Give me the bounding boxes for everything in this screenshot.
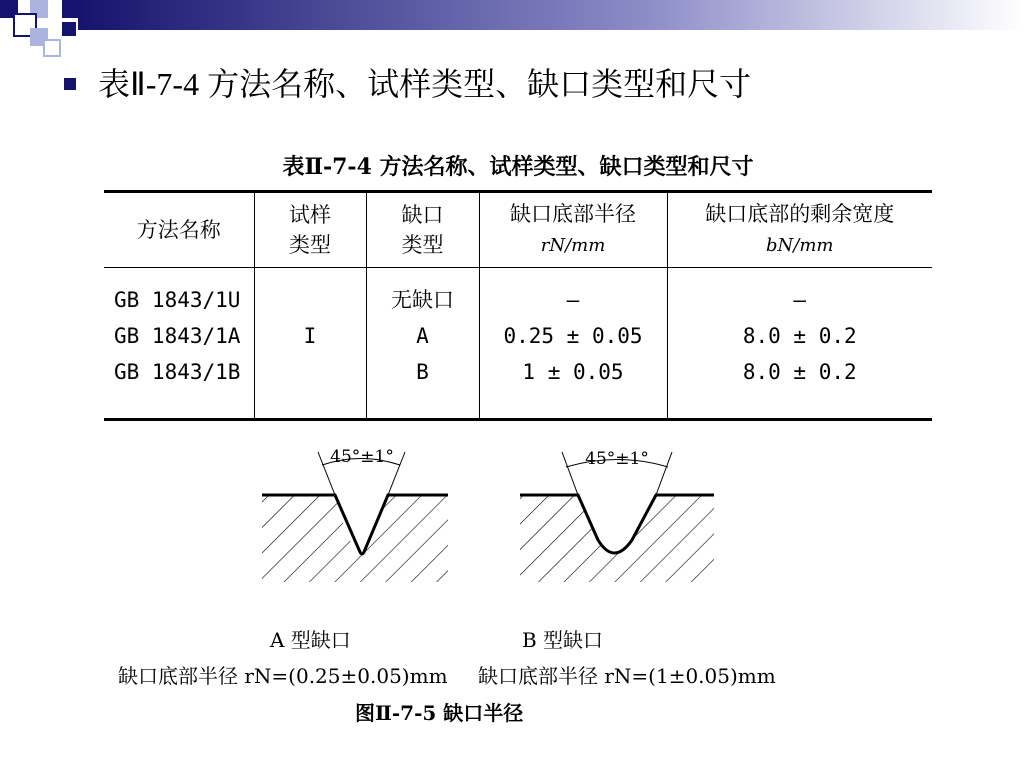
notch-value: B <box>416 360 429 384</box>
header-radius: 缺口底部半径 rN/mm <box>479 192 667 268</box>
notch-b-diagram <box>516 449 716 584</box>
radius-value: 0.25 ± 0.05 <box>503 324 643 348</box>
header-width: 缺口底部的剩余宽度 bN/mm <box>667 192 932 268</box>
figure-caption: 图Ⅱ-7-5 缺口半径 <box>355 701 524 725</box>
header-specimen: 试样 类型 <box>254 192 366 268</box>
notch-value: A <box>416 324 429 348</box>
width-value: 8.0 ± 0.2 <box>742 360 857 384</box>
angle-a-label: 45°±1° <box>330 447 394 467</box>
slide-title-text: 表Ⅱ-7-4 方法名称、试样类型、缺口类型和尺寸 <box>98 66 752 102</box>
notch-a-diagram <box>256 447 450 584</box>
radius-value: 1 ± 0.05 <box>522 360 624 384</box>
method-value: GB 1843/1U <box>114 288 241 312</box>
width-value: — <box>793 288 807 312</box>
notch-b-radius-note: 缺口底部半径 rN=(1±0.05)mm <box>478 664 776 688</box>
notch-a-label: A 型缺口 <box>270 628 351 652</box>
notch-value: 无缺口 <box>391 288 454 312</box>
radius-value: — <box>566 288 580 312</box>
notch-b-label: B 型缺口 <box>522 628 604 652</box>
width-value: 8.0 ± 0.2 <box>742 324 857 348</box>
notch-a-radius-note: 缺口底部半径 rN=(0.25±0.05)mm <box>118 664 448 688</box>
angle-b-label: 45°±1° <box>585 449 649 469</box>
method-value: GB 1843/1B <box>114 360 241 384</box>
specimen-value: I <box>303 324 317 348</box>
method-value: GB 1843/1A <box>114 324 241 348</box>
header-notch: 缺口 类型 <box>366 192 479 268</box>
header-method: 方法名称 <box>136 218 221 242</box>
table-caption: 表Ⅱ-7-4 方法名称、试样类型、缺口类型和尺寸 <box>282 154 754 180</box>
